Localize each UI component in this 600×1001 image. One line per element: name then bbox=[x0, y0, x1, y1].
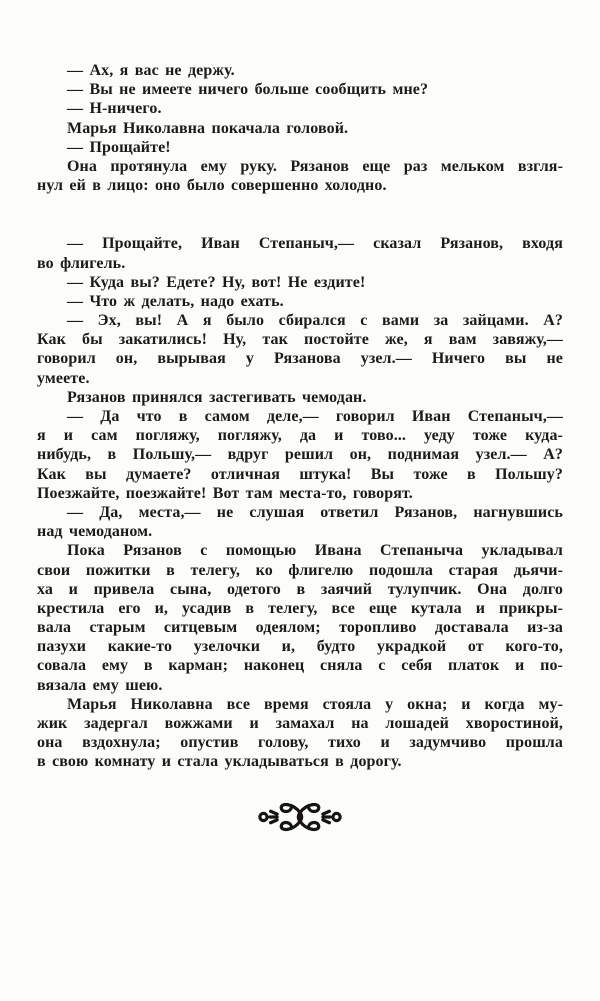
text-line: Рязанов принялся застегивать чемодан. bbox=[67, 388, 367, 406]
text-block-2 bbox=[37, 234, 563, 771]
text-line: Марья Николавна покачала головой. bbox=[67, 119, 349, 137]
text-line: нибудь, в Польшу,— вдруг решил он, поднимая узел.— А? bbox=[37, 446, 563, 464]
text-line: совала ему в карман; наконец сняла с себя платок и по- bbox=[37, 657, 563, 675]
text-line: в свою комнату и стала укладываться в дорогу. bbox=[37, 753, 402, 771]
text-line: — Эх, вы! А я было сбирался с вами за зайцами. А? bbox=[67, 312, 563, 330]
text-line: — Ах, я вас не держу. bbox=[67, 62, 235, 79]
text-line: нул ей в лицо: оно было совершенно холодно. bbox=[37, 177, 387, 195]
text-line: ха и привела сына, одетого в заячий тулупчик. Она долго bbox=[37, 580, 563, 598]
text-line: Поезжайте, поезжайте! Вот там места-то, говорят. bbox=[37, 484, 413, 502]
text-line: — Да, места,— не слушая ответил Рязанов, нагнувшись bbox=[67, 503, 563, 521]
text-line: — Вы не имеете ничего больше сообщить мне? bbox=[67, 81, 429, 99]
text-line: — Куда вы? Едете? Ну, вот! Не ездите! bbox=[67, 273, 366, 291]
text-line: умеете. bbox=[37, 369, 90, 387]
text-line: пазухи какие-то узелочки и, будто украдкой от кого-то, bbox=[37, 638, 563, 656]
text-line: жик задергал вожжами и замахал на лошадей хворостиной, bbox=[37, 715, 563, 732]
text-line: свои пожитки в телегу, ко флигелю подошла старая дьячи- bbox=[37, 561, 563, 579]
text-line: вязала ему шею. bbox=[37, 676, 163, 694]
text-line: Пока Рязанов с помощью Ивана Степаныча укладывал bbox=[67, 542, 563, 560]
text-line: — Н-ничего. bbox=[67, 100, 162, 118]
text-line: говорил он, вырывая у Рязанова узел.— Ничего вы не bbox=[37, 350, 563, 368]
text-line: я и сам погляжу, погляжу, да и тово... уеду тоже куда- bbox=[37, 427, 563, 445]
text-line: вала старым ситцевым одеялом; торопливо доставала из-за bbox=[37, 619, 563, 637]
text-line: Она протянула ему руку. Рязанов еще раз мельком взгля- bbox=[67, 157, 563, 175]
text-line: крестила его и, усадив в телегу, все еще кутала и прикры- bbox=[37, 599, 563, 617]
text-line: Как вы думаете? отличная штука! Вы тоже в Польшу? bbox=[37, 465, 563, 483]
text-line: — Да что в самом деле,— говорил Иван Степаныч,— bbox=[67, 408, 563, 425]
text-line: во флигель. bbox=[37, 254, 126, 272]
text-line: — Что ж делать, надо ехать. bbox=[67, 292, 284, 310]
text-line: — Прощайте! bbox=[67, 138, 171, 156]
text-line: Марья Николавна все время стояла у окна; и когда му- bbox=[67, 695, 563, 713]
text-line: над чемоданом. bbox=[37, 523, 153, 541]
vignette-ornament-icon bbox=[257, 796, 343, 838]
end-of-section-ornament bbox=[37, 796, 563, 838]
text-block-1 bbox=[37, 61, 563, 195]
text-line: Как бы закатились! Ну, так постойте же, я вам завяжу,— bbox=[37, 331, 563, 349]
text-line: она вздохнула; опустив голову, тихо и задумчиво прошла bbox=[37, 734, 563, 752]
text-line: — Прощайте, Иван Степаныч,— сказал Рязанов, входя bbox=[67, 235, 563, 253]
page-text-column bbox=[37, 61, 563, 838]
